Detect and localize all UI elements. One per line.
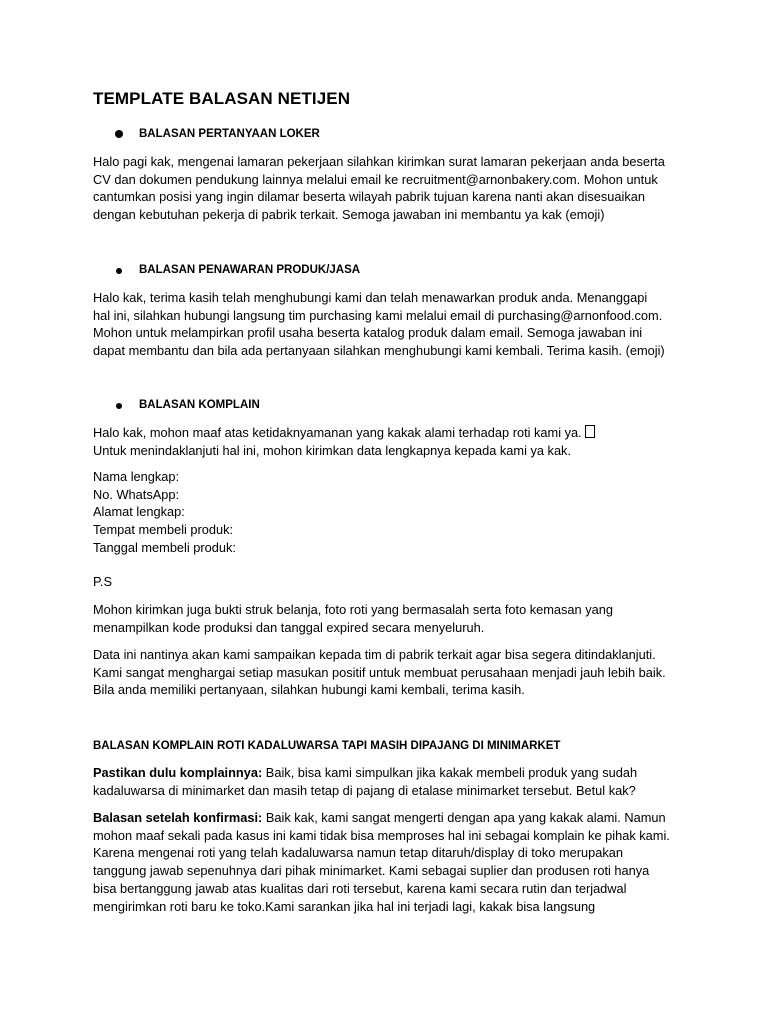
section-heading-kadaluwarsa: BALASAN KOMPLAIN ROTI KADALUWARSA TAPI MASIH DIPAJANG DI MINIMARKET (93, 740, 561, 752)
paragraph-ps (93, 601, 683, 636)
text-line: Mohon kirimkan juga bukti struk belanja, foto roti yang bermasalah serta foto kemasan yang (93, 602, 613, 617)
text-line: dapat membantu dan bila ada pertanyaan silahkan menghubungi kami kembali. Terima kasih. (emoji) (93, 343, 665, 359)
text-line: Karena mengenai roti yang telah kadaluwarsa namun tetap ditaruh/display di toko merupakan (93, 845, 623, 861)
text-line: menampilkan kode produksi dan tanggal expired secara menyeluruh. (93, 619, 485, 635)
bullet-icon (115, 130, 123, 138)
form-field-label: No. WhatsApp: (93, 486, 180, 502)
text-line (93, 809, 683, 827)
text-line: tanggung jawab sepenuhnya dari pihak minimarket. Kami sebagai suplier dan produsen roti hanya (93, 863, 650, 879)
missing-emoji-glyph-icon (585, 425, 595, 438)
text-line: Mohon untuk melampirkan profil usaha beserta katalog produk dalam email. Semoga jawaban ini (93, 325, 643, 341)
form-field-label: Tanggal membeli produk: (93, 539, 236, 555)
text-line: Untuk menindaklanjuti hal ini, mohon kirimkan data lengkapnya kepada kami ya kak. (93, 442, 572, 458)
text-line (93, 764, 683, 782)
form-field-label: Nama lengkap: (93, 469, 180, 484)
text-line (93, 424, 683, 442)
text-line: CV dan dokumen pendukung lainnya melalui email ke recruitment@arnonbakery.com. Mohon untuk (93, 171, 658, 187)
text-line: hal ini, silahkan hubungi langsung tim purchasing kami melalui email di purchasing@arnonfood.com. (93, 307, 663, 323)
text-line-content: Baik, bisa kami simpulkan jika kakak membeli produk yang sudah (262, 765, 638, 780)
text-line: Halo pagi kak, mengenai lamaran pekerjaan silahkan kirimkan surat lamaran pekerjaan anda beserta (93, 154, 665, 169)
ps-label: P.S (93, 574, 112, 589)
section-heading-label: BALASAN KOMPLAIN (139, 399, 260, 411)
bullet-icon (116, 268, 122, 274)
text-line-content: Baik kak, kami sangat mengerti dengan apa yang kakak alami. Namun (262, 810, 666, 825)
form-field-label: Alamat lengkap: (93, 504, 185, 520)
paragraph-closing (93, 646, 683, 699)
text-line: kadaluwarsa di minimarket dan masih tetap di pajang di etalase minimarket tersebut. Betul kak? (93, 782, 636, 798)
form-field-label: Tempat membeli produk: (93, 522, 234, 538)
bullet-icon (116, 403, 122, 409)
text-line: dengan kebutuhan pekerja di pabrik terkait. Semoga jawaban ini membantu ya kak (emoji) (93, 207, 605, 223)
text-line: Bila anda memiliki pertanyaan, silahkan hubungi kami kembali, terima kasih. (93, 682, 525, 698)
paragraph-komplain-intro (93, 424, 683, 459)
page-title: TEMPLATE BALASAN NETIJEN (93, 89, 351, 108)
complaint-form-fields (93, 468, 683, 557)
text-line: Halo kak, terima kasih telah menghubungi kami dan telah menawarkan produk anda. Menanggapi (93, 290, 648, 305)
paragraph-loker (93, 153, 683, 224)
section-heading-label: BALASAN PENAWARAN PRODUK/JASA (139, 264, 361, 276)
section-heading-label: BALASAN PERTANYAAN LOKER (139, 128, 320, 140)
text-line-content: Halo kak, mohon maaf atas ketidaknyamanan yang kakak alami terhadap roti kami ya. (93, 425, 582, 440)
text-line: cantumkan posisi yang ingin dilamar beserta wilayah pabrik tujuan karena nanti akan disesuaikan (93, 189, 646, 205)
text-line: bisa bertanggung jawab atas kualitas dari roti tersebut, karena kami secara rutin dan terjadwal (93, 880, 627, 896)
paragraph-after-confirm (93, 809, 683, 915)
text-line: mohon maaf sekali pada kasus ini kami tidak bisa memproses hal ini sebagai komplain ke pihak kami. (93, 827, 670, 843)
paragraph-confirm (93, 764, 683, 799)
text-line: Kami sangat menghargai setiap masukan positif untuk membuat perusahaan menjadi jauh lebih baik. (93, 664, 666, 680)
paragraph-penawaran (93, 289, 683, 360)
text-line: Data ini nantinya akan kami sampaikan kepada tim di pabrik terkait agar bisa segera ditindaklanjuti. (93, 647, 656, 662)
text-line: mengirimkan roti baru ke toko.Kami sarankan jika hal ini terjadi lagi, kakak bisa langsung (93, 898, 596, 914)
after-confirm-label: Balasan setelah konfirmasi: (93, 810, 263, 825)
confirm-label: Pastikan dulu komplainnya: (93, 765, 263, 780)
